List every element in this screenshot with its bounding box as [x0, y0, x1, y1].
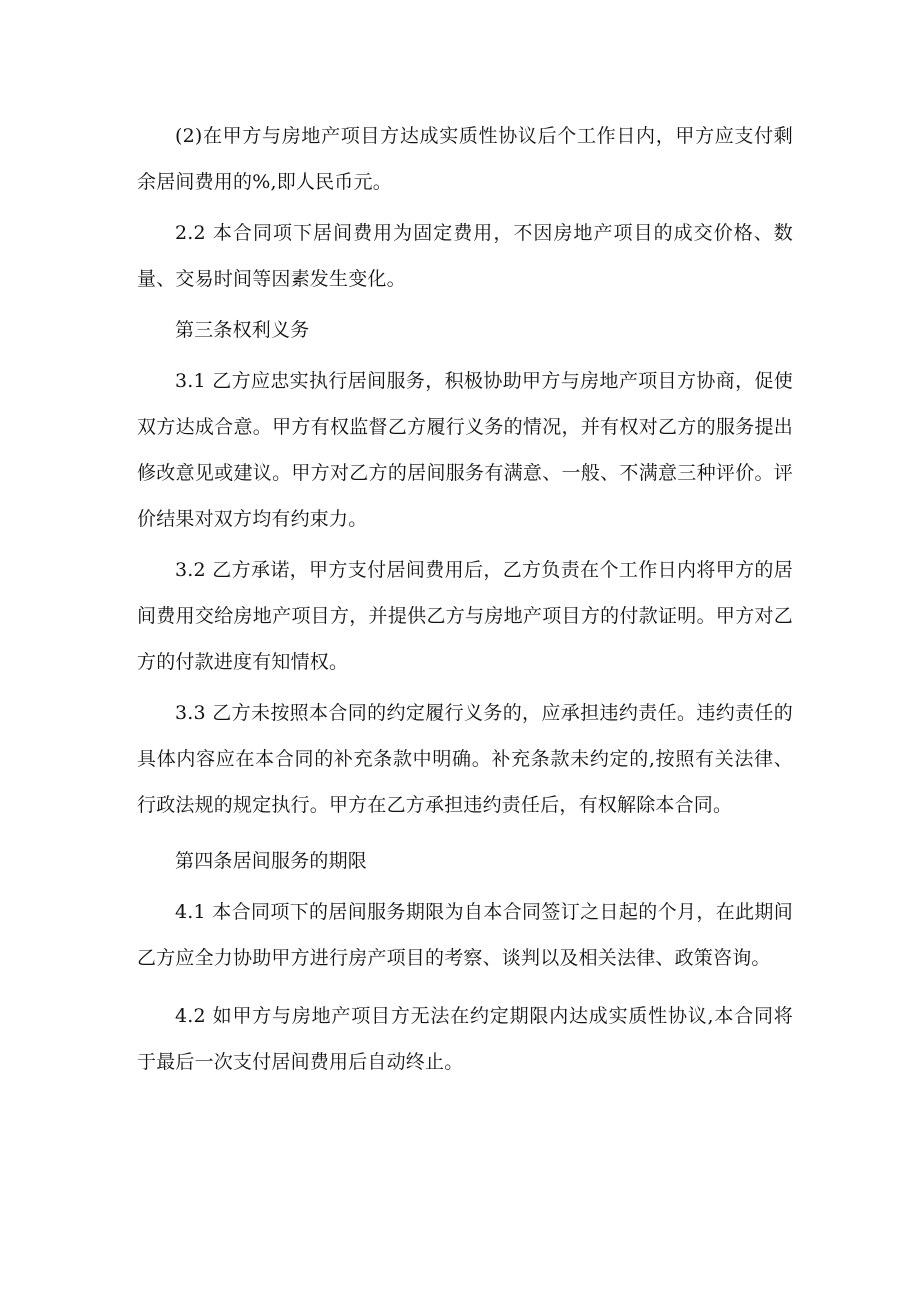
heading-article-4: 第四条居间服务的期限 — [175, 850, 368, 872]
paragraph-clause-4-2: 4.2 如甲方与房地产项目方无法在约定期限内达成实质性协议,本合同将于最后一次支付居间费用后自动终止。 — [137, 1005, 793, 1073]
paragraph-clause-2-2: 2.2 本合同项下居间费用为固定费用，不因房地产项目的成交价格、数量、交易时间等因素发生变化。 — [137, 222, 793, 290]
paragraph-clause-4-1: 4.1 本合同项下的居间服务期限为自本合同签订之日起的个月，在此期间乙方应全力协助甲方进行房产项目的考察、谈判以及相关法律、政策咨询。 — [137, 901, 793, 969]
paragraph-payment-balance: (2)在甲方与房地产项目方达成实质性协议后个工作日内，甲方应支付剩余居间费用的%,即人民币元。 — [137, 125, 793, 193]
paragraph-clause-3-1: 3.1 乙方应忠实执行居间服务，积极协助甲方与房地产项目方协商，促使双方达成合意。甲方有权监督乙方履行义务的情况，并有权对乙方的服务提出修改意见或建议。甲方对乙方的居间服务有满意、一般、不满意三种评价。评价结果对双方均有约束力。 — [137, 370, 793, 530]
document-body — [137, 113, 793, 1085]
heading-article-3: 第三条权利义务 — [175, 319, 310, 341]
paragraph-clause-3-3: 3.3 乙方未按照本合同的约定履行义务的，应承担违约责任。违约责任的具体内容应在本合同的补充条款中明确。补充条款未约定的,按照有关法律、行政法规的规定执行。甲方在乙方承担违约责任后，有权解除本合同。 — [137, 702, 793, 816]
paragraph-clause-3-2: 3.2 乙方承诺，甲方支付居间费用后，乙方负责在个工作日内将甲方的居间费用交给房地产项目方，并提供乙方与房地产项目方的付款证明。甲方对乙方的付款进度有知情权。 — [137, 559, 793, 673]
